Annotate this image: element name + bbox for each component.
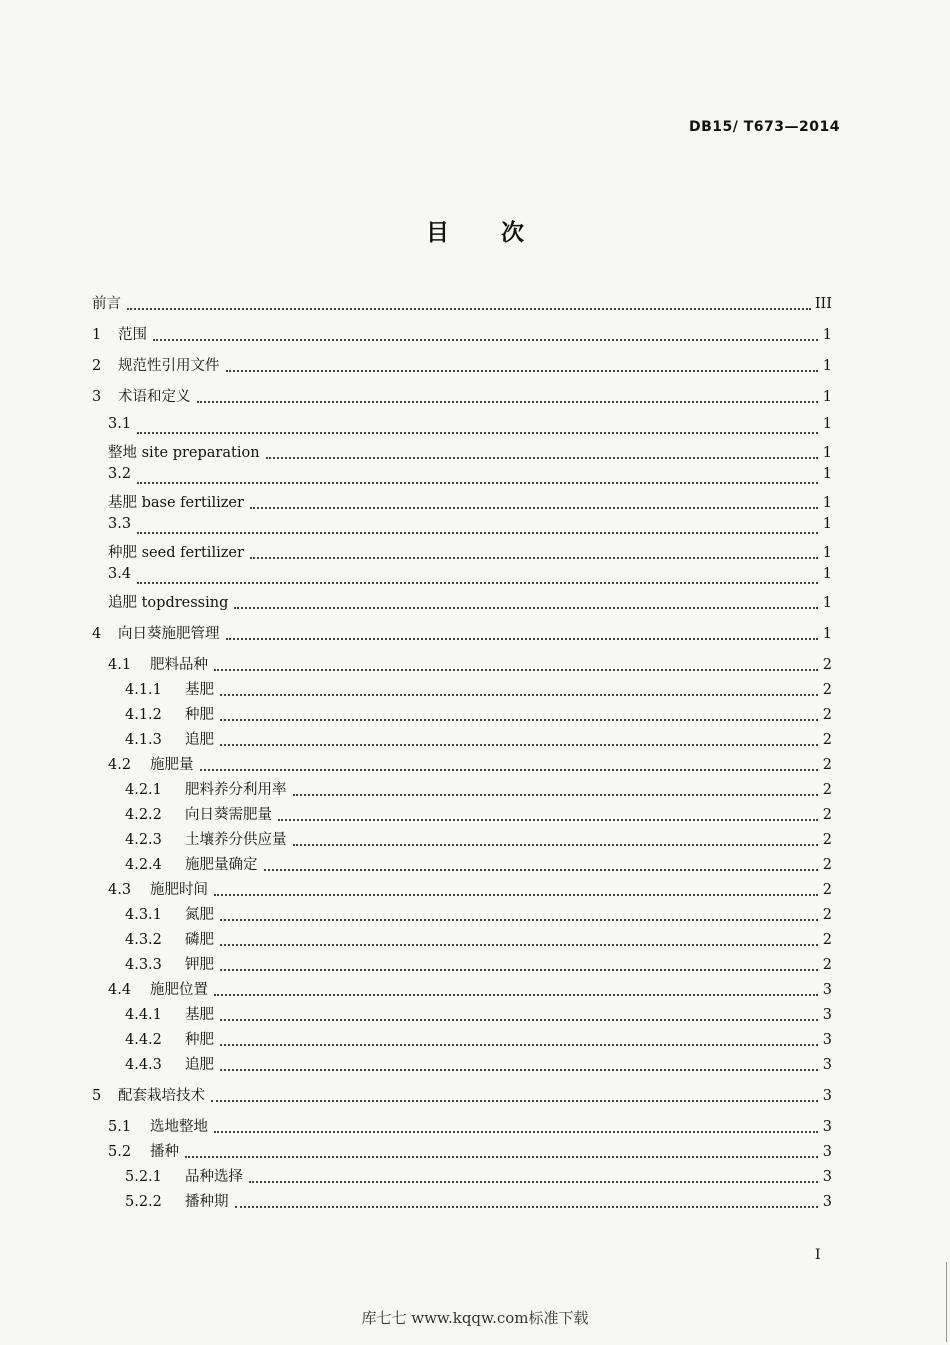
toc-entry-label: 施肥量确定 [185,857,258,873]
toc-entry[interactable] [92,903,832,928]
toc-entry-number: 4.1.1 [125,682,162,698]
toc-entry[interactable] [92,653,832,678]
toc-entry-page: 1 [822,445,832,461]
toc-leader-dots [153,339,818,341]
toc-leader-dots [278,819,818,821]
toc-entry-label: 3.4 [108,566,132,582]
document-code: DB15/ T673—2014 [689,119,840,135]
toc-entry-label: 播种期 [185,1194,229,1210]
toc-entry[interactable] [92,416,832,441]
toc-leader-dots [250,507,818,509]
toc-entry[interactable] [92,678,832,703]
toc-entry[interactable] [92,1003,832,1028]
toc-entry[interactable] [92,622,832,647]
toc-entry-page: 2 [822,882,832,898]
toc-leader-dots [137,582,818,584]
toc-entry[interactable] [92,385,832,410]
toc-entry[interactable] [92,978,832,1003]
toc-entry-page: 1 [822,466,832,482]
toc-entry-label: 3.3 [108,516,132,532]
toc-entry-number: 4.4.3 [125,1057,162,1073]
page-title: 目次 [426,219,576,246]
toc-entry-number: 5.2.1 [125,1169,162,1185]
toc-entry-number: 5.2.2 [125,1194,162,1210]
toc-entry-page: 2 [822,857,832,873]
footer-watermark: 库七七 www.kqqw.com标准下载 [361,1309,589,1327]
toc-leader-dots [127,308,811,310]
toc-entry-label: 3.2 [108,466,132,482]
toc-entry-label: 施肥量 [150,757,194,773]
toc-leader-dots [200,769,819,771]
toc-entry-number: 4.3.2 [125,932,162,948]
toc-leader-dots [197,401,819,403]
toc-entry-page: 1 [822,327,832,343]
toc-entry-page: 2 [822,932,832,948]
toc-leader-dots [214,669,818,671]
toc-entry-number: 2 [92,358,102,374]
toc-entry-label: 基肥 [185,1007,214,1023]
toc-entry-label: 钾肥 [185,957,214,973]
toc-entry[interactable] [92,753,832,778]
toc-entry-label: 基肥 base fertilizer [108,495,244,511]
toc-entry-label: 施肥时间 [150,882,208,898]
toc-entry-label: 土壤养分供应量 [185,832,287,848]
toc-entry-number: 4.3.1 [125,907,162,923]
toc-leader-dots [220,919,818,921]
toc-entry[interactable] [92,1140,832,1165]
toc-entry[interactable] [92,1028,832,1053]
toc-leader-dots [220,969,818,971]
toc-entry[interactable] [92,1190,832,1215]
toc-entry[interactable] [92,953,832,978]
toc-entry[interactable] [92,323,832,348]
toc-leader-dots [250,557,818,559]
toc-entry-page: 3 [822,1032,832,1048]
toc-entry-label: 播种 [150,1144,179,1160]
toc-entry-page: 1 [822,495,832,511]
toc-entry-label: 磷肥 [185,932,214,948]
toc-entry-label: 氮肥 [185,907,214,923]
toc-entry-label: 基肥 [185,682,214,698]
toc-leader-dots [137,532,818,534]
toc-leader-dots [226,370,819,372]
toc-entry[interactable] [92,878,832,903]
toc-entry-label: 整地 site preparation [108,445,260,461]
toc-entry[interactable] [92,466,832,491]
toc-entry-number: 4.2.3 [125,832,162,848]
toc-entry[interactable] [92,928,832,953]
toc-entry[interactable] [92,566,832,591]
toc-entry-number: 4 [92,626,102,642]
toc-entry-page: 3 [822,1169,832,1185]
toc-entry[interactable] [92,778,832,803]
toc-leader-dots [185,1156,818,1158]
toc-entry-number: 5.1 [108,1119,132,1135]
toc-entry[interactable] [92,1165,832,1190]
toc-leader-dots [266,457,818,459]
toc-entry[interactable] [92,1053,832,1078]
toc-entry-page: III [814,296,832,312]
toc-entry-label: 选地整地 [150,1119,208,1135]
page-number: I [815,1247,821,1263]
toc-leader-dots [214,894,818,896]
toc-entry-number: 4.2.1 [125,782,162,798]
toc-entry-page: 1 [822,566,832,582]
toc-entry-label: 种肥 [185,1032,214,1048]
toc-entry-number: 4.4 [108,982,132,998]
toc-entry-label: 术语和定义 [118,389,191,405]
toc-entry-page: 3 [822,1144,832,1160]
toc-entry-label: 追肥 topdressing [108,595,229,611]
toc-entry-page: 1 [822,516,832,532]
toc-entry-label: 3.1 [108,416,132,432]
toc-entry-page: 2 [822,957,832,973]
toc-entry-page: 1 [822,595,832,611]
toc-leader-dots [211,1100,818,1102]
toc-leader-dots [220,694,818,696]
toc-leader-dots [235,1206,819,1208]
toc-entry-page: 3 [822,982,832,998]
toc-entry-page: 3 [822,1088,832,1104]
toc-entry[interactable] [92,541,832,566]
toc-entry-number: 4.2.4 [125,857,162,873]
toc-entry-page: 3 [822,1194,832,1210]
toc-entry-number: 4.2.2 [125,807,162,823]
toc-entry-number: 4.1.2 [125,707,162,723]
toc-leader-dots [137,432,818,434]
toc-entry-label: 向日葵需肥量 [185,807,272,823]
toc-entry-page: 2 [822,807,832,823]
toc-leader-dots [214,994,818,996]
toc-leader-dots [220,1044,818,1046]
toc-leader-dots [293,794,819,796]
toc-entry-number: 5.2 [108,1144,132,1160]
toc-entry[interactable] [92,1115,832,1140]
toc-entry-page: 1 [822,626,832,642]
toc-leader-dots [220,1069,818,1071]
toc-entry-number: 4.3.3 [125,957,162,973]
toc-entry-number: 1 [92,327,102,343]
toc-entry-page: 2 [822,782,832,798]
toc-entry-label: 规范性引用文件 [118,358,220,374]
toc-entry-label: 追肥 [185,732,214,748]
scan-edge-line [946,1262,947,1342]
toc-entry-page: 2 [822,657,832,673]
toc-entry[interactable] [92,516,832,541]
toc-leader-dots [249,1181,818,1183]
toc-entry-label: 肥料品种 [150,657,208,673]
toc-entry[interactable] [92,591,832,616]
toc-entry-label: 追肥 [185,1057,214,1073]
toc-entry[interactable] [92,828,832,853]
toc-entry-label: 范围 [118,327,147,343]
toc-entry-label: 配套栽培技术 [118,1088,205,1104]
toc-entry-number: 4.1.3 [125,732,162,748]
toc-leader-dots [293,844,819,846]
toc-entry-number: 4.2 [108,757,132,773]
toc-entry-number: 3 [92,389,102,405]
toc-leader-dots [220,944,818,946]
toc-leader-dots [137,482,818,484]
table-of-contents [92,292,832,1215]
toc-entry-number: 4.3 [108,882,132,898]
toc-entry-label: 品种选择 [185,1169,243,1185]
toc-entry[interactable] [92,803,832,828]
toc-leader-dots [220,744,818,746]
toc-entry[interactable] [92,1084,832,1109]
toc-leader-dots [220,1019,818,1021]
toc-entry-page: 2 [822,682,832,698]
toc-entry-number: 4.1 [108,657,132,673]
toc-entry-label: 种肥 [185,707,214,723]
toc-entry-page: 2 [822,732,832,748]
toc-entry[interactable] [92,292,832,317]
toc-leader-dots [234,607,818,609]
toc-entry-label: 向日葵施肥管理 [118,626,220,642]
toc-entry-page: 3 [822,1119,832,1135]
toc-entry[interactable] [92,703,832,728]
toc-entry-label: 种肥 seed fertilizer [108,545,244,561]
toc-entry-number: 4.4.2 [125,1032,162,1048]
toc-leader-dots [226,638,819,640]
toc-leader-dots [264,869,819,871]
toc-entry-page: 2 [822,907,832,923]
toc-entry-number: 5 [92,1088,102,1104]
toc-entry-number: 4.4.1 [125,1007,162,1023]
toc-leader-dots [214,1131,818,1133]
toc-entry-page: 1 [822,358,832,374]
toc-entry-page: 3 [822,1007,832,1023]
toc-entry-label: 肥料养分利用率 [185,782,287,798]
toc-entry[interactable] [92,728,832,753]
toc-entry-page: 3 [822,1057,832,1073]
toc-entry[interactable] [92,491,832,516]
toc-entry[interactable] [92,441,832,466]
toc-entry-page: 1 [822,416,832,432]
toc-entry-page: 1 [822,389,832,405]
toc-leader-dots [220,719,818,721]
toc-entry[interactable] [92,354,832,379]
toc-entry-label: 施肥位置 [150,982,208,998]
toc-entry-page: 2 [822,832,832,848]
toc-entry-page: 2 [822,707,832,723]
toc-entry-page: 2 [822,757,832,773]
toc-entry-label: 前言 [92,296,121,312]
toc-entry-page: 1 [822,545,832,561]
toc-entry[interactable] [92,853,832,878]
